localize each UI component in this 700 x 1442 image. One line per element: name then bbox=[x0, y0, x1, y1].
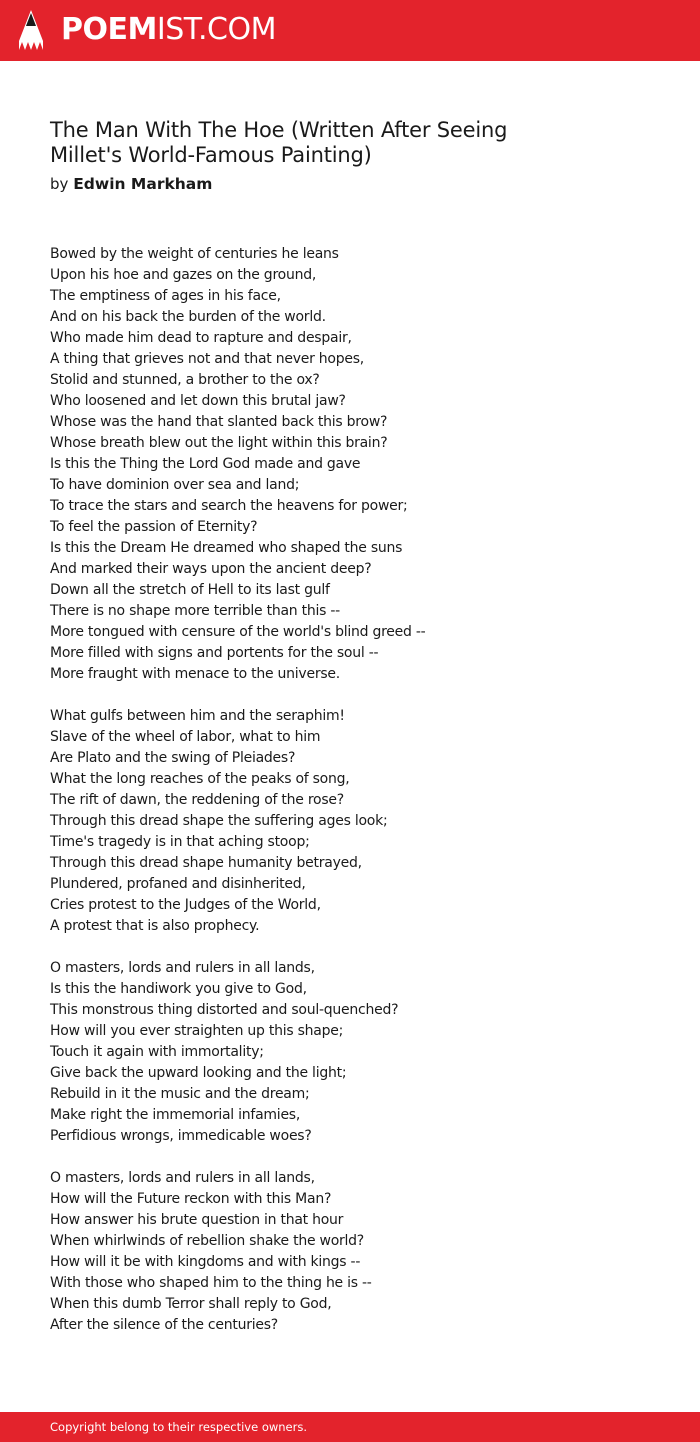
poem-line: With those who shaped him to the thing he is -- bbox=[50, 1275, 372, 1291]
poem-line: And marked their ways upon the ancient deep? bbox=[50, 561, 372, 577]
author-name: Edwin Markham bbox=[73, 175, 213, 193]
poem-line: More fraught with menace to the universe. bbox=[50, 666, 340, 682]
poem-line: Down all the stretch of Hell to its last gulf bbox=[50, 582, 330, 598]
poem-line: Are Plato and the swing of Pleiades? bbox=[50, 750, 296, 766]
poem-line: When this dumb Terror shall reply to God, bbox=[50, 1296, 332, 1312]
poem-stanza bbox=[50, 706, 670, 937]
site-header bbox=[0, 0, 700, 61]
logo-text-bold: POEM bbox=[61, 12, 157, 47]
poem-line: When whirlwinds of rebellion shake the world? bbox=[50, 1233, 364, 1249]
site-logo-link[interactable] bbox=[18, 9, 276, 51]
poem-line: Touch it again with immortality; bbox=[50, 1044, 264, 1060]
poem-line: To have dominion over sea and land; bbox=[50, 477, 300, 493]
poem-line: Slave of the wheel of labor, what to him bbox=[50, 729, 321, 745]
poem-line: Whose breath blew out the light within this brain? bbox=[50, 435, 388, 451]
poem-line: The emptiness of ages in his face, bbox=[50, 288, 281, 304]
poem-line: Is this the Dream He dreamed who shaped the suns bbox=[50, 540, 403, 556]
poem-line: Plundered, profaned and disinherited, bbox=[50, 876, 306, 892]
poem-line: Is this the Thing the Lord God made and gave bbox=[50, 456, 361, 472]
poem-line: How will it be with kingdoms and with kings -- bbox=[50, 1254, 361, 1270]
poem-line: Time's tragedy is in that aching stoop; bbox=[50, 834, 310, 850]
poem-title: The Man With The Hoe (Written After Seeing Millet's World-Famous Painting) bbox=[50, 118, 508, 167]
poem-line: Cries protest to the Judges of the World, bbox=[50, 897, 321, 913]
poem-line: What the long reaches of the peaks of song, bbox=[50, 771, 350, 787]
poem-line: Upon his hoe and gazes on the ground, bbox=[50, 267, 317, 283]
poem-line: How answer his brute question in that hour bbox=[50, 1212, 344, 1228]
poem-line: Who loosened and let down this brutal jaw? bbox=[50, 393, 346, 409]
poem-line: What gulfs between him and the seraphim! bbox=[50, 708, 345, 724]
poem-stanza bbox=[50, 1168, 670, 1336]
poem-line: More tongued with censure of the world's blind greed -- bbox=[50, 624, 426, 640]
poem-line: To feel the passion of Eternity? bbox=[50, 519, 258, 535]
poem-line: Perfidious wrongs, immedicable woes? bbox=[50, 1128, 312, 1144]
poem-byline bbox=[50, 174, 212, 194]
poem-line: A protest that is also prophecy. bbox=[50, 918, 260, 934]
pencil-icon bbox=[18, 9, 44, 51]
byline-label: by bbox=[50, 175, 69, 193]
poem-line: Make right the immemorial infamies, bbox=[50, 1107, 301, 1123]
poem-line: Is this the handiwork you give to God, bbox=[50, 981, 307, 997]
poem-line: Who made him dead to rapture and despair, bbox=[50, 330, 352, 346]
poem-line: To trace the stars and search the heavens for power; bbox=[50, 498, 408, 514]
poem-line: Stolid and stunned, a brother to the ox? bbox=[50, 372, 320, 388]
poem-line: How will the Future reckon with this Man? bbox=[50, 1191, 332, 1207]
poem-line: O masters, lords and rulers in all lands, bbox=[50, 1170, 315, 1186]
poem-line: Rebuild in it the music and the dream; bbox=[50, 1086, 310, 1102]
site-footer bbox=[0, 1412, 700, 1442]
poem-line: And on his back the burden of the world. bbox=[50, 309, 326, 325]
poem-line: Through this dread shape humanity betrayed, bbox=[50, 855, 362, 871]
poem-line: Whose was the hand that slanted back this brow? bbox=[50, 414, 388, 430]
poem-line: The rift of dawn, the reddening of the rose? bbox=[50, 792, 344, 808]
logo-text-light: IST.COM bbox=[156, 12, 276, 47]
site-logo-text bbox=[61, 9, 276, 51]
poem-line: Give back the upward looking and the light; bbox=[50, 1065, 347, 1081]
copyright-text: Copyright belong to their respective owners. bbox=[50, 1420, 308, 1434]
poem-line: Through this dread shape the suffering ages look; bbox=[50, 813, 388, 829]
poem-line: Bowed by the weight of centuries he leans bbox=[50, 246, 339, 262]
poem-body bbox=[50, 244, 670, 1357]
poem-line: After the silence of the centuries? bbox=[50, 1317, 278, 1333]
poem-line: More filled with signs and portents for the soul -- bbox=[50, 645, 379, 661]
poem-line: There is no shape more terrible than this -- bbox=[50, 603, 340, 619]
poem-line: O masters, lords and rulers in all lands, bbox=[50, 960, 315, 976]
poem-stanza bbox=[50, 244, 670, 685]
poem-line: A thing that grieves not and that never hopes, bbox=[50, 351, 364, 367]
poem-line: This monstrous thing distorted and soul-quenched? bbox=[50, 1002, 399, 1018]
poem-stanza bbox=[50, 958, 670, 1147]
poem-line: How will you ever straighten up this shape; bbox=[50, 1023, 344, 1039]
